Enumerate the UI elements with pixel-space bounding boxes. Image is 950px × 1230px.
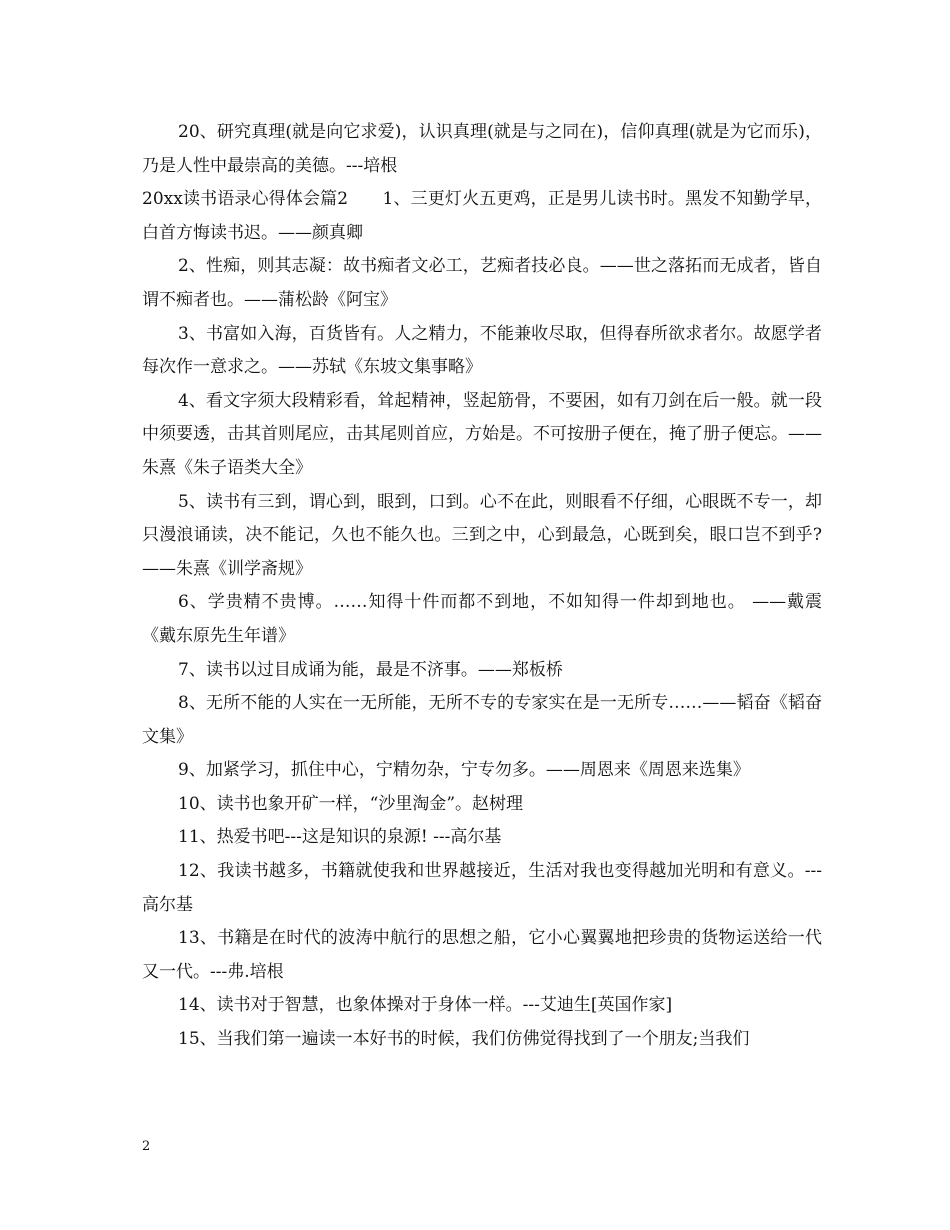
paragraph-quote-12: 12、我读书越多，书籍就使我和世界越接近，生活对我也变得越加光明和有意义。---高尔基 [142,861,822,915]
page-number: 2 [142,1139,151,1154]
paragraph-quote-2: 2、性痴，则其志凝：故书痴者文必工，艺痴者技必良。——世之落拓而无成者，皆自谓不痴者也。——蒲松龄《阿宝》 [142,256,822,310]
paragraph-quote-13: 13、书籍是在时代的波涛中航行的思想之船，它小心翼翼地把珍贵的货物运送给一代又一代。---弗.培根 [142,928,822,982]
paragraph-quote-20: 20、研究真理(就是向它求爱)，认识真理(就是与之同在)，信仰真理(就是为它而乐)，乃是人性中最崇高的美德。---培根 [142,122,822,176]
paragraph-quote-14: 14、读书对于智慧，也象体操对于身体一样。---艾迪生[英国作家] [178,995,673,1016]
paragraph-quote-8: 8、无所不能的人实在一无所能，无所不专的专家实在是一无所专……——韬奋《韬奋文集》 [142,693,822,747]
paragraph-quote-3: 3、书富如入海，百货皆有。人之精力，不能兼收尽取，但得春所欲求者尔。故愿学者每次作一意求之。——苏轼《东坡文集事略》 [142,323,822,378]
paragraph-quote-4: 4、看文字须大段精彩看，耸起精神，竖起筋骨，不要困，如有刀剑在后一般。就一段中须要透，击其首则尾应，击其尾则首应，方始是。不可按册子便在，掩了册子便忘。——朱熹《朱子语类大全》 [142,390,822,478]
document-body [142,116,822,1057]
paragraph-quote-6: 6、学贵精不贵博。……知得十件而都不到地，不如知得一件却到地也。 ——戴震《戴东原先生年谱》 [142,592,822,646]
paragraph-quote-11: 11、热爱书吧---这是知识的泉源! ---高尔基 [178,827,502,848]
paragraph-quote-7: 7、读书以过目成诵为能，最是不济事。——郑板桥 [178,659,563,680]
paragraph-quote-10: 10、读书也象开矿一样，“沙里淘金”。赵树理 [178,793,524,814]
paragraph-quote-15: 15、当我们第一遍读一本好书的时候，我们仿佛觉得找到了一个朋友;当我们 [178,1029,750,1050]
paragraph-quote-5: 5、读书有三到，谓心到，眼到，口到。心不在此，则眼看不仔细，心眼既不专一，却只漫浪诵读，决不能记，久也不能久也。三到之中，心到最急，心既到矣，眼口岂不到乎?——朱熹《训学斋规》 [142,491,822,579]
paragraph-quote-9: 9、加紧学习，抓住中心，宁精勿杂，宁专勿多。——周恩来《周恩来选集》 [178,760,750,781]
paragraph-section-heading: 20xx读书语录心得体会篇2 1、三更灯火五更鸡，正是男儿读书时。黑发不知勤学早，白首方悔读书迟。——颜真卿 [142,189,822,243]
